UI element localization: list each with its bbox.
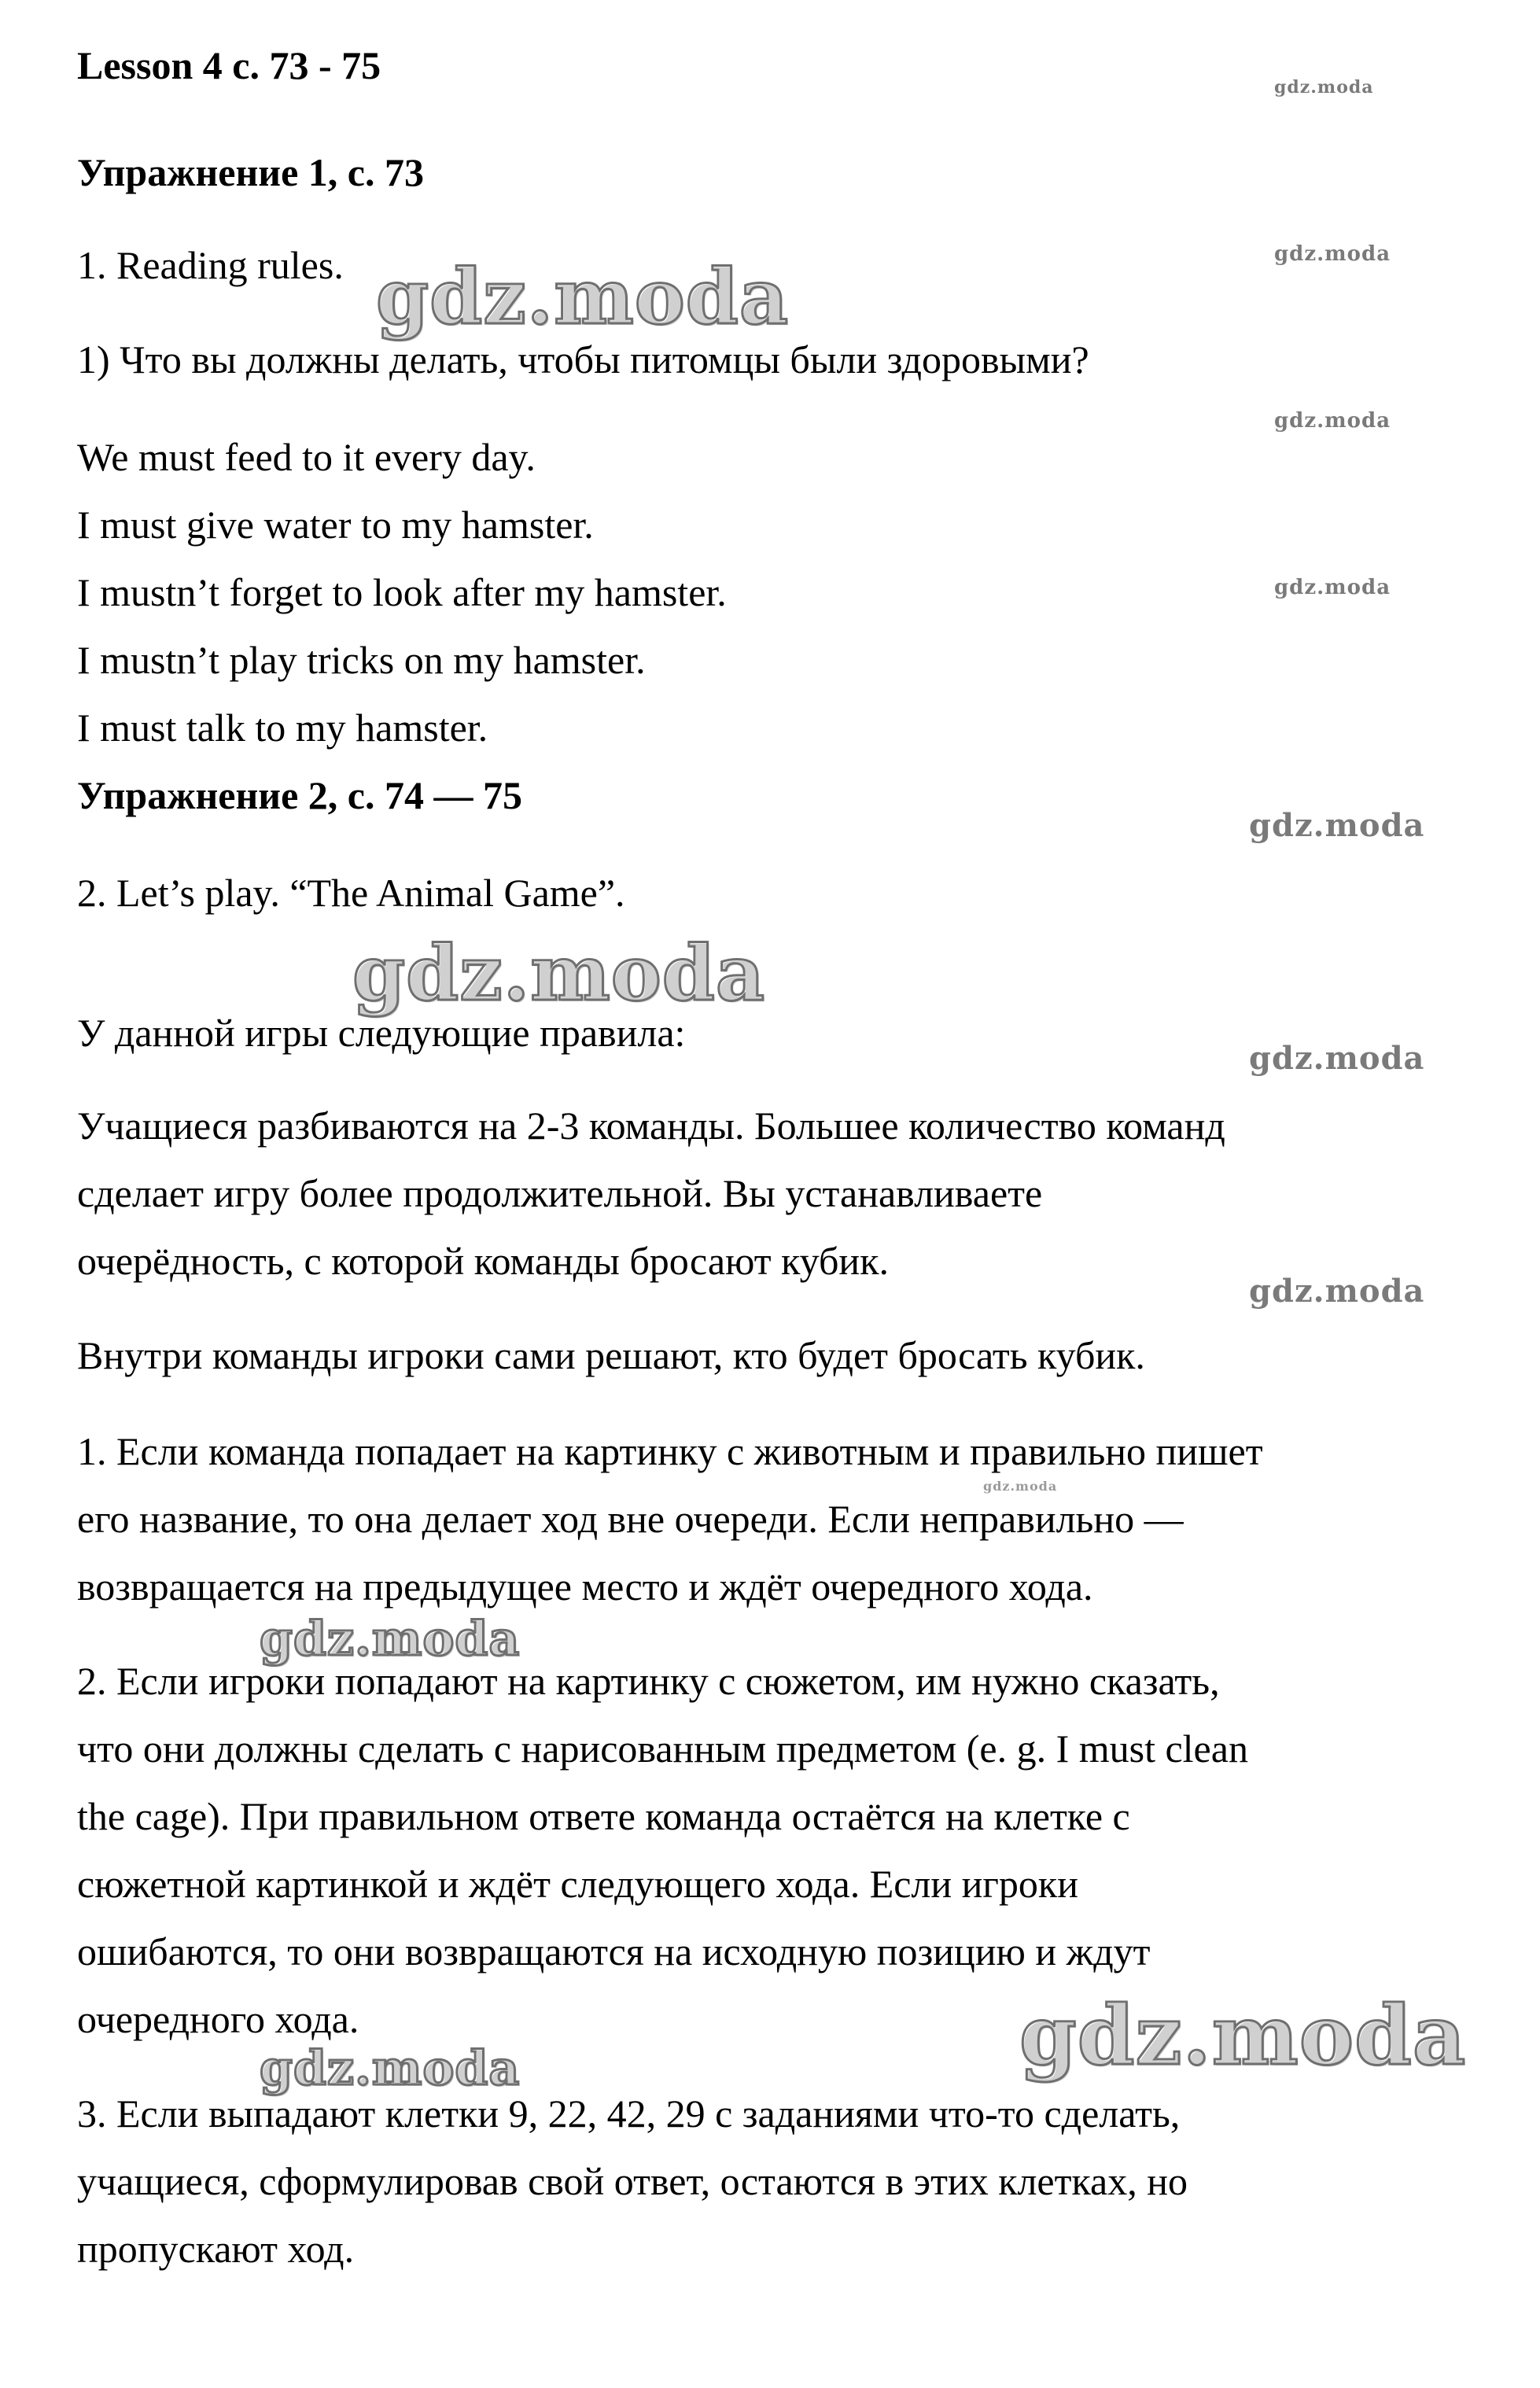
answer-line: I must give water to my hamster. (77, 503, 594, 547)
rule-1-line: 1. Если команда попадает на картинку с животным и правильно пишет (77, 1429, 1263, 1473)
rule-2-line: 2. Если игроки попадают на картинку с сюжетом, им нужно сказать, (77, 1659, 1220, 1703)
exercise-1-question: 1) Что вы должны делать, чтобы питомцы были здоровыми? (77, 337, 1089, 381)
watermark: gdz.moda (1274, 242, 1391, 266)
watermark: gdz.moda (983, 1479, 1058, 1494)
rule-2-line: the cage). При правильном ответе команда остаётся на клетке с (77, 1794, 1130, 1838)
rule-1-line: возвращается на предыдущее место и ждёт очередного хода. (77, 1564, 1093, 1609)
rule-2-line: что они должны сделать с нарисованным предметом (e. g. I must clean (77, 1727, 1248, 1771)
answer-line: I mustn’t forget to look after my hamster. (77, 570, 727, 614)
watermark: gdz.moda (1249, 807, 1425, 844)
watermark: gdz.moda (376, 252, 790, 341)
rule-2-line: очередного хода. (77, 1997, 359, 2041)
exercise-2-task: 2. Let’s play. “The Animal Game”. (77, 871, 625, 915)
watermark: gdz.moda (1274, 77, 1374, 98)
rule-3-line: пропускают ход. (77, 2227, 355, 2271)
rule-3-line: учащиеся, сформулировав свой ответ, остаются в этих клетках, но (77, 2159, 1188, 2203)
watermark: gdz.moda (1274, 409, 1391, 433)
answer-line: We must feed to it every day. (77, 435, 536, 479)
watermark: gdz.moda (1019, 1987, 1467, 2084)
exercise-1-task: 1. Reading rules. (77, 243, 344, 287)
paragraph-line: Внутри команды игроки сами решают, кто будет бросать кубик. (77, 1333, 1145, 1377)
answer-line: I must talk to my hamster. (77, 706, 488, 750)
paragraph-line: очерёдность, с которой команды бросают кубик. (77, 1239, 889, 1283)
watermark: gdz.moda (260, 1612, 521, 1667)
exercise-1-heading: Упражнение 1, с. 73 (77, 150, 424, 194)
rule-2-line: ошибаются, то они возвращаются на исходную позицию и ждут (77, 1929, 1151, 1973)
paragraph-line: Учащиеся разбиваются на 2-3 команды. Большее количество команд (77, 1104, 1225, 1148)
watermark: gdz.moda (1249, 1040, 1425, 1077)
page-title: Lesson 4 с. 73 - 75 (77, 43, 381, 87)
exercise-2-heading: Упражнение 2, с. 74 — 75 (77, 773, 522, 817)
rules-intro: У данной игры следующие правила: (77, 1011, 686, 1055)
rule-2-line: сюжетной картинкой и ждёт следующего хода. Если игроки (77, 1862, 1078, 1906)
answer-line: I mustn’t play tricks on my hamster. (77, 638, 646, 682)
rule-3-line: 3. Если выпадают клетки 9, 22, 42, 29 с заданиями что-то сделать, (77, 2091, 1181, 2136)
rule-1-line: его название, то она делает ход вне очереди. Если неправильно — (77, 1497, 1184, 1541)
watermark: gdz.moda (1249, 1273, 1425, 1310)
paragraph-line: сделает игру более продолжительной. Вы устанавливаете (77, 1171, 1043, 1215)
watermark: gdz.moda (1274, 576, 1391, 599)
watermark: gdz.moda (260, 2041, 521, 2096)
watermark: gdz.moda (352, 929, 766, 1018)
